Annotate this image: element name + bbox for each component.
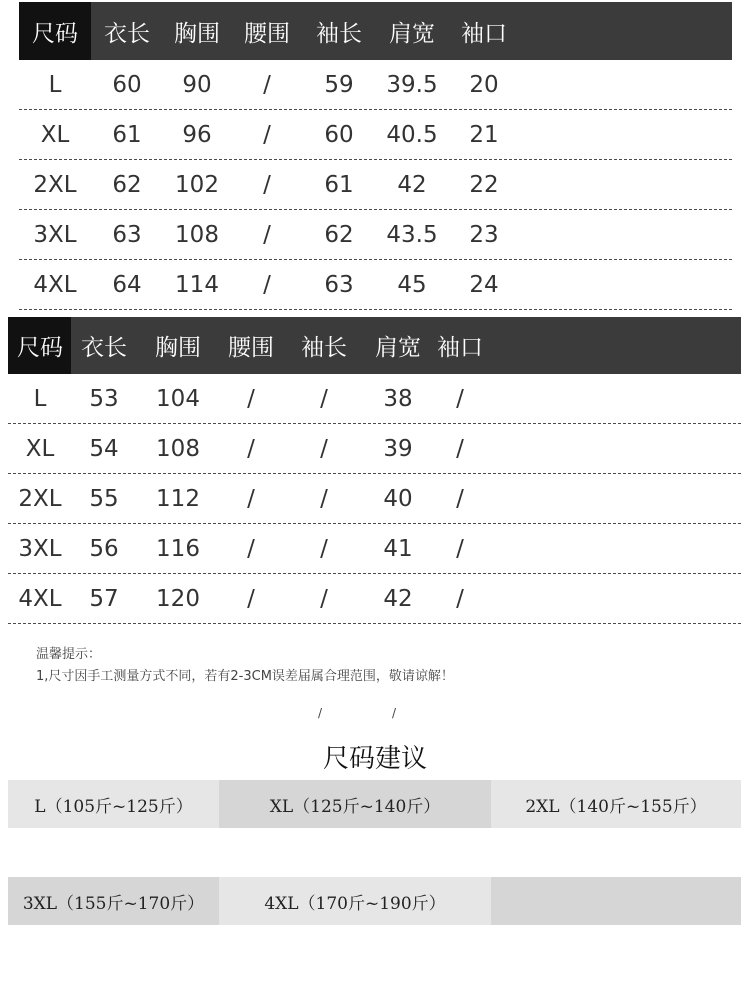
- table-cell: 59: [324, 71, 354, 98]
- table-cell: 90: [182, 71, 212, 98]
- table-cell: 23: [469, 221, 499, 248]
- table-cell: 104: [156, 385, 200, 412]
- table-cell: 3XL: [18, 535, 62, 562]
- table-cell: /: [456, 485, 464, 512]
- table-cell: 40: [383, 485, 413, 512]
- table-cell: 2XL: [33, 171, 77, 198]
- table-cell: /: [247, 385, 255, 412]
- table-cell: 4XL: [33, 271, 77, 298]
- table-cell: 3XL: [33, 221, 77, 248]
- table-row: [8, 524, 741, 574]
- table-cell: /: [320, 585, 328, 612]
- header-cell: 肩宽: [389, 20, 435, 47]
- table-cell: /: [247, 535, 255, 562]
- table-cell: 61: [112, 121, 142, 148]
- table-cell: 40.5: [386, 121, 438, 148]
- table-cell: /: [456, 585, 464, 612]
- table-cell: /: [247, 435, 255, 462]
- header-cell: 腰围: [244, 20, 290, 47]
- table-row: [8, 474, 741, 524]
- header-cell: 尺码: [17, 335, 63, 361]
- table-cell: 20: [469, 71, 499, 98]
- table-cell: /: [320, 435, 328, 462]
- table-cell: 45: [397, 271, 427, 298]
- table-cell: 22: [469, 171, 499, 198]
- table-cell: 38: [383, 385, 413, 412]
- size-table-top: [19, 2, 732, 310]
- tips-title: 温馨提示：: [36, 647, 102, 662]
- suggestion-tile-xl: XL（125斤~140斤）: [219, 780, 491, 828]
- table-row: [19, 110, 732, 160]
- size-table-bottom: [8, 317, 741, 624]
- table-cell: /: [320, 485, 328, 512]
- table-cell: 60: [324, 121, 354, 148]
- header-cell: 袖长: [316, 20, 362, 47]
- table-cell: 116: [156, 535, 200, 562]
- table-cell: /: [263, 71, 271, 98]
- header-cell: 袖长: [301, 335, 347, 361]
- suggestion-tile-2xl: 2XL（140斤~155斤）: [491, 780, 741, 828]
- table-cell: 63: [112, 221, 142, 248]
- table-cell: 53: [89, 385, 119, 412]
- header-cell: 肩宽: [375, 335, 421, 361]
- table-cell: XL: [40, 121, 70, 148]
- table-cell: 41: [383, 535, 413, 562]
- tick-mark: /: [392, 706, 397, 720]
- table-cell: /: [263, 221, 271, 248]
- table-cell: /: [320, 535, 328, 562]
- table-cell: 42: [397, 171, 427, 198]
- table-cell: 108: [156, 435, 200, 462]
- table-cell: /: [263, 121, 271, 148]
- header-cell: 袖口: [437, 335, 483, 361]
- table-cell: /: [263, 171, 271, 198]
- table-cell: /: [456, 385, 464, 412]
- table-cell: /: [263, 271, 271, 298]
- table-cell: 62: [324, 221, 354, 248]
- table-cell: 55: [89, 485, 119, 512]
- tips-block: [36, 644, 454, 688]
- header-cell: 胸围: [155, 335, 201, 361]
- table-cell: 42: [383, 585, 413, 612]
- table-cell: 56: [89, 535, 119, 562]
- table-header: [19, 2, 732, 60]
- table-row: [8, 374, 741, 424]
- header-cell: 腰围: [228, 335, 274, 361]
- table-cell: L: [33, 385, 47, 412]
- table-cell: XL: [25, 435, 55, 462]
- tick-mark: /: [318, 706, 323, 720]
- header-cell: 衣长: [104, 20, 150, 47]
- header-cell: 尺码: [32, 20, 78, 47]
- size-suggestion-title: 尺码建议: [322, 744, 427, 774]
- table-cell: 120: [156, 585, 200, 612]
- table-header: [8, 317, 741, 374]
- table-cell: 57: [89, 585, 119, 612]
- table-cell: 63: [324, 271, 354, 298]
- table-row: [19, 260, 732, 310]
- table-cell: 54: [89, 435, 119, 462]
- table-cell: /: [456, 535, 464, 562]
- header-cell: 胸围: [174, 20, 220, 47]
- table-cell: 64: [112, 271, 142, 298]
- tips-line: 1,尺寸因手工测量方式不同，若有2-3CM误差届属合理范围，敬请谅解！: [36, 669, 454, 684]
- table-cell: 39: [383, 435, 413, 462]
- table-cell: 39.5: [386, 71, 438, 98]
- table-row: [8, 574, 741, 624]
- table-cell: 24: [469, 271, 499, 298]
- table-cell: 62: [112, 171, 142, 198]
- table-cell: /: [247, 585, 255, 612]
- table-cell: 21: [469, 121, 499, 148]
- header-cell: 袖口: [461, 20, 507, 47]
- table-cell: 61: [324, 171, 354, 198]
- table-cell: /: [456, 435, 464, 462]
- table-cell: 114: [175, 271, 219, 298]
- table-cell: 112: [156, 485, 200, 512]
- table-row: [19, 60, 732, 110]
- header-cell: 衣长: [81, 335, 127, 361]
- suggestion-tile-4xl: 4XL（170斤~190斤）: [219, 877, 491, 925]
- table-cell: L: [48, 71, 62, 98]
- table-cell: 43.5: [386, 221, 438, 248]
- table-row: [8, 424, 741, 474]
- suggestion-tile-l: L（105斤~125斤）: [8, 780, 219, 828]
- table-cell: 2XL: [18, 485, 62, 512]
- table-cell: /: [247, 485, 255, 512]
- table-cell: 96: [182, 121, 212, 148]
- table-cell: 60: [112, 71, 142, 98]
- table-cell: 102: [175, 171, 219, 198]
- table-cell: 108: [175, 221, 219, 248]
- suggestion-tile-empty: [491, 877, 741, 925]
- table-cell: /: [320, 385, 328, 412]
- suggestion-tile-3xl: 3XL（155斤~170斤）: [8, 877, 219, 925]
- table-row: [19, 160, 732, 210]
- table-row: [19, 210, 732, 260]
- table-cell: 4XL: [18, 585, 62, 612]
